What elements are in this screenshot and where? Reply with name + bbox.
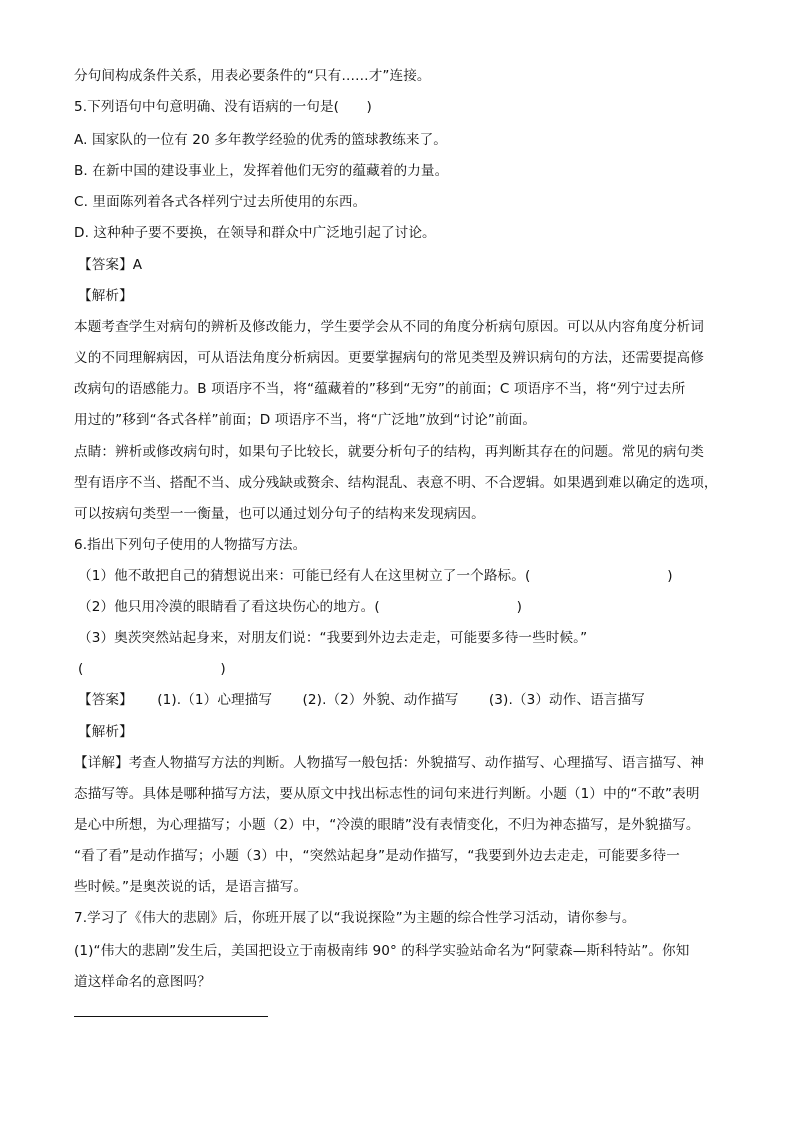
tip-text: 型有语序不当、搭配不当、成分残缺或赘余、结构混乱、表意不明、不合逻辑。如果遇到难以确定的选项，: [74, 475, 718, 491]
option-b: B. 在新中国的建设事业上，发挥着他们无穷的蕴藏着的力量。: [74, 163, 449, 179]
analysis-text: 义的不同理解病因，可从语法角度分析病因。更要掌握病句的常见类型及辨识病句的方法，还需要提高修: [74, 350, 704, 366]
answer-underline: [74, 1016, 268, 1017]
option-a: A. 国家队的一位有 20 多年教学经验的优秀的篮球教练来了。: [74, 132, 447, 148]
question-5: 5.下列语句中句意明确、没有语病的一句是( ): [74, 99, 372, 115]
sub-question-7-1-cont: 道这样命名的意图吗？: [74, 974, 211, 990]
answer-tag: 【答案】: [78, 692, 133, 708]
answer-item-2: (2).（2）外貌、动作描写: [302, 692, 459, 708]
analysis-heading: 【解析】: [78, 724, 133, 740]
answer-item-1: (1).（1）心理描写: [157, 692, 273, 708]
answer-6: [78, 690, 726, 710]
option-c: C. 里面陈列着各式各样列宁过去所使用的东西。: [74, 194, 367, 210]
analysis-text: 用过的”移到“各式各样”前面；D 项语序不当，将“广泛地”放到“讨论”前面。: [74, 412, 537, 428]
sub-question-7-1: (1)“伟大的悲剧”发生后，美国把设立于南极南纬 90° 的科学实验站命名为“阿蒙森—斯科特站”。你知: [74, 943, 690, 959]
sub-question-3: （3）奥茨突然站起身来，对朋友们说：“我要到外边去走走，可能要多待一些时候。”: [78, 630, 588, 646]
answer-5: 【答案】A: [78, 257, 143, 273]
analysis-text: 改病句的语感能力。B 项语序不当，将“蕴藏着的”移到“无穷”的前面；C 项语序不当，将“列宁过去所: [74, 381, 686, 397]
question-7: 7.学习了《伟大的悲剧》后，你班开展了以“我说探险”为主题的综合性学习活动，请你参与。: [74, 910, 636, 926]
detail-text: 【详解】考查人物描写方法的判断。人物描写一般包括：外貌描写、动作描写、心理描写、语言描写、神: [74, 755, 704, 771]
answer-blank: ( ): [78, 661, 226, 677]
answer-item-3: (3).（3）动作、语言描写: [488, 692, 645, 708]
detail-text: 些时候。”是奥茨说的话，是语言描写。: [74, 879, 308, 895]
detail-text: “看了看”是动作描写；小题（3）中，“突然站起身”是动作描写，“我要到外边去走走，可能要多待一: [74, 848, 680, 864]
tip-text: 点睛：辨析或修改病句时，如果句子比较长，就要分析句子的结构，再判断其存在的问题。常见的病句类: [74, 444, 704, 460]
text-line: 分句间构成条件关系，用表必要条件的“只有……才”连接。: [74, 68, 431, 84]
analysis-heading: 【解析】: [78, 288, 133, 304]
option-d: D. 这种种子要不要换，在领导和群众中广泛地引起了讨论。: [74, 225, 436, 241]
detail-text: 是心中所想，为心理描写；小题（2）中，“冷漠的眼睛”没有表情变化，不归为神态描写，是外貌描写。: [74, 817, 700, 833]
sub-question-1: （1）他不敢把自己的猜想说出来：可能已经有人在这里树立了一个路标。( ): [78, 568, 673, 584]
detail-text: 态描写等。具体是哪种描写方法，要从原文中找出标志性的词句来进行判断。小题（1）中的“不敢”表明: [74, 786, 700, 802]
analysis-text: 本题考查学生对病句的辨析及修改能力，学生要学会从不同的角度分析病句原因。可以从内容角度分析词: [74, 319, 704, 335]
sub-question-2: （2）他只用冷漠的眼睛看了看这块伤心的地方。( ): [78, 599, 523, 615]
question-6: 6.指出下列句子使用的人物描写方法。: [74, 537, 307, 553]
tip-text: 可以按病句类型一一衡量，也可以通过划分句子的结构来发现病因。: [74, 506, 485, 522]
